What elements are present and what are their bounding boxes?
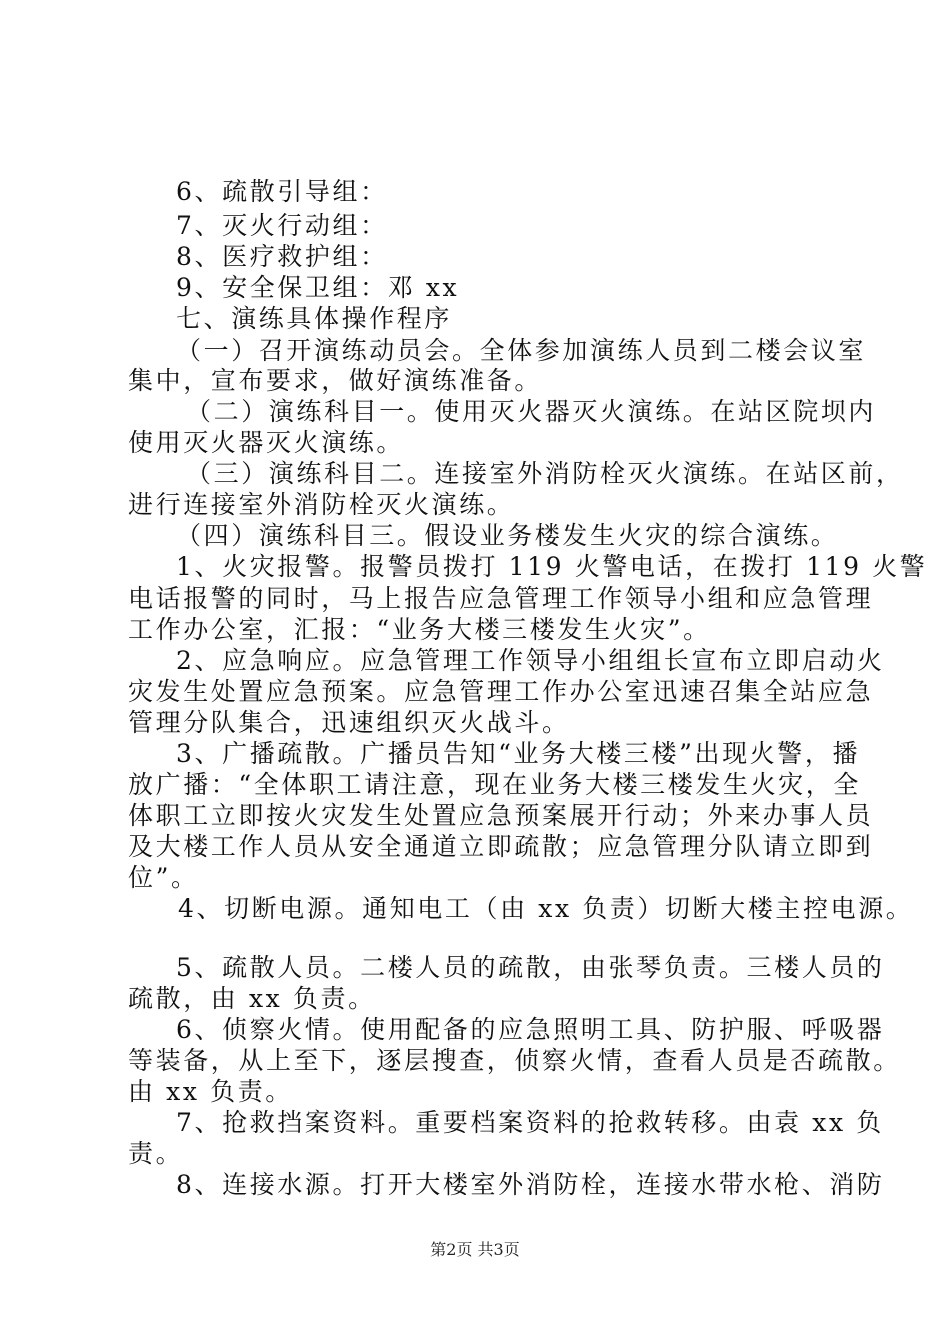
text-line: 责。 — [128, 1139, 184, 1168]
text-line: 8、连接水源。打开大楼室外消防栓，连接水带水枪、消防 — [176, 1170, 885, 1199]
text-line: 6、疏散引导组： — [176, 177, 388, 206]
text-line: 及大楼工作人员从安全通道立即疏散；应急管理分队请立即到 — [128, 832, 874, 861]
text-line: （三）演练科目二。连接室外消防栓灭火演练。在站区前， — [186, 459, 904, 488]
text-line: 位”。 — [128, 863, 199, 892]
text-line: 疏散，由 xx 负责。 — [128, 984, 376, 1013]
text-line: 灾发生处置应急预案。应急管理工作办公室迅速召集全站应急 — [128, 677, 874, 706]
text-line: 7、灭火行动组： — [176, 211, 388, 240]
text-line: （二）演练科目一。使用灭火器灭火演练。在站区院坝内 — [186, 397, 877, 426]
text-line: 进行连接室外消防栓灭火演练。 — [128, 490, 515, 519]
text-line: 使用灭火器灭火演练。 — [128, 428, 405, 457]
text-line: 集中，宣布要求，做好演练准备。 — [128, 366, 543, 395]
section-heading: 七、演练具体操作程序 — [176, 304, 453, 333]
text-line: 放广播：“全体职工请注意，现在业务大楼三楼发生火灾，全 — [128, 770, 861, 799]
text-line: 7、抢救挡案资料。重要档案资料的抢救转移。由袁 xx 负 — [176, 1108, 884, 1137]
text-line: 管理分队集合，迅速组织灭火战斗。 — [128, 708, 570, 737]
text-line: 等装备，从上至下，逐层搜查，侦察火情，查看人员是否疏散。 — [128, 1046, 901, 1075]
page-number-footer: 第2页 共3页 — [430, 1240, 520, 1259]
text-line: 3、广播疏散。广播员告知“业务大楼三楼”出现火警，播 — [176, 739, 861, 768]
text-line: （四）演练科目三。假设业务楼发生火灾的综合演练。 — [176, 521, 839, 550]
text-line: 9、安全保卫组：邓 xx — [176, 273, 460, 302]
text-line: 6、侦察火情。使用配备的应急照明工具、防护服、呼吸器 — [176, 1015, 885, 1044]
text-line: 由 xx 负责。 — [128, 1077, 293, 1106]
text-line: 体职工立即按火灾发生处置应急预案展开行动；外来办事人员 — [128, 801, 874, 830]
text-line: 8、医疗救护组： — [176, 242, 388, 271]
text-line: 工作办公室，汇报：“业务大楼三楼发生火灾”。 — [128, 615, 711, 644]
text-line: 2、应急响应。应急管理工作领导小组组长宣布立即启动火 — [176, 646, 885, 675]
text-line: （一）召开演练动员会。全体参加演练人员到二楼会议室 — [176, 336, 867, 365]
text-line: 5、疏散人员。二楼人员的疏散，由张琴负责。三楼人员的 — [176, 953, 885, 982]
text-line: 4、切断电源。通知电工（由 xx 负责）切断大楼主控电源。 — [178, 894, 914, 923]
text-line: 1、火灾报警。报警员拨打 119 火警电话，在拨打 119 火警 — [176, 552, 928, 581]
text-line: 电话报警的同时，马上报告应急管理工作领导小组和应急管理 — [128, 584, 874, 613]
